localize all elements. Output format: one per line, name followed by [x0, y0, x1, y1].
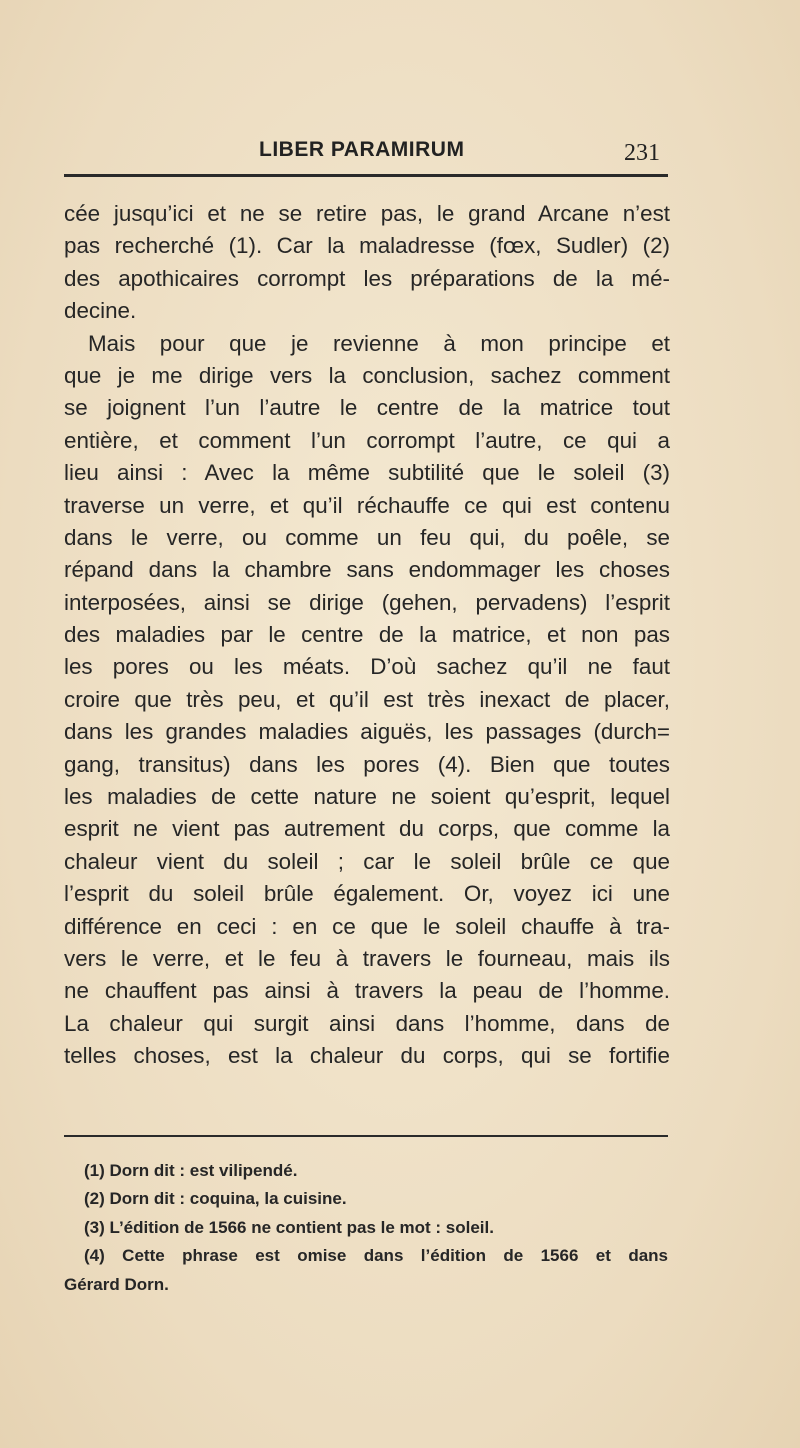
footnote: (1) Dorn dit : est vilipendé.	[84, 1161, 298, 1180]
text-line: les pores ou les méats. D’où sachez qu’il ne faut	[64, 654, 670, 680]
text-line: dans les grandes maladies aiguës, les passages (durch=	[64, 719, 670, 745]
text-line: l’esprit du soleil brûle également. Or, voyez ici une	[64, 881, 670, 907]
footnotes	[64, 1157, 668, 1299]
text-line: pas recherché (1). Car la maladresse (fœx, Sudler) (2)	[64, 233, 670, 259]
footnote-continuation: Gérard Dorn.	[64, 1274, 169, 1294]
text-line: se joignent l’un l’autre le centre de la matrice tout	[64, 395, 670, 421]
text-line: entière, et comment l’un corrompt l’autre, ce qui a	[64, 427, 670, 453]
text-line: cée jusqu’ici et ne se retire pas, le grand Arcane n’est	[64, 201, 670, 226]
text-line: chaleur vient du soleil ; car le soleil brûle ce que	[64, 848, 670, 874]
text-line: les maladies de cette nature ne soient qu’esprit, lequel	[64, 784, 670, 810]
text-line: répand dans la chambre sans endommager les choses	[64, 557, 670, 583]
text-line: dans le verre, ou comme un feu qui, du poêle, se	[64, 524, 670, 550]
text-line: gang, transitus) dans les pores (4). Bien que toutes	[64, 751, 670, 777]
header-rule	[64, 174, 668, 177]
footnote: (4) Cette phrase est omise dans l’édition de 1566 et dans	[84, 1246, 668, 1266]
text-line: decine.	[64, 298, 137, 324]
text-line: des apothicaires corrompt les préparations de la mé-	[64, 265, 670, 291]
text-line: traverse un verre, et qu’il réchauffe ce qui est contenu	[64, 492, 670, 518]
page-number: 231	[624, 140, 660, 166]
text-line: vers le verre, et le feu à travers le fourneau, mais ils	[64, 945, 670, 971]
page-header	[64, 138, 668, 174]
footnote-rule	[64, 1135, 668, 1137]
text-line: croire que très peu, et qu’il est très inexact de placer,	[64, 686, 670, 712]
text-line: telles choses, est la chaleur du corps, qui se fortifie	[64, 1043, 670, 1069]
text-line: La chaleur qui surgit ainsi dans l’homme, dans de	[64, 1010, 670, 1036]
text-line: interposées, ainsi se dirige (gehen, pervadens) l’esprit	[64, 589, 670, 615]
text-line: que je me dirige vers la conclusion, sachez comment	[64, 362, 670, 388]
text-line: lieu ainsi : Avec la même subtilité que le soleil (3)	[64, 460, 670, 486]
running-title: LIBER PARAMIRUM	[259, 138, 465, 161]
text-line: ne chauffent pas ainsi à travers la peau de l’homme.	[64, 978, 670, 1004]
text-line: différence en ceci : en ce que le soleil chauffe à tra-	[64, 913, 670, 939]
footnote: (2) Dorn dit : coquina, la cuisine.	[84, 1189, 347, 1209]
body-text	[64, 198, 670, 1073]
footnote: (3) L’édition de 1566 ne contient pas le mot : soleil.	[84, 1217, 494, 1237]
text-line: Mais pour que je revienne à mon principe et	[88, 330, 670, 356]
text-line: esprit ne vient pas autrement du corps, que comme la	[64, 816, 670, 842]
text-line: des maladies par le centre de la matrice, et non pas	[64, 622, 670, 648]
